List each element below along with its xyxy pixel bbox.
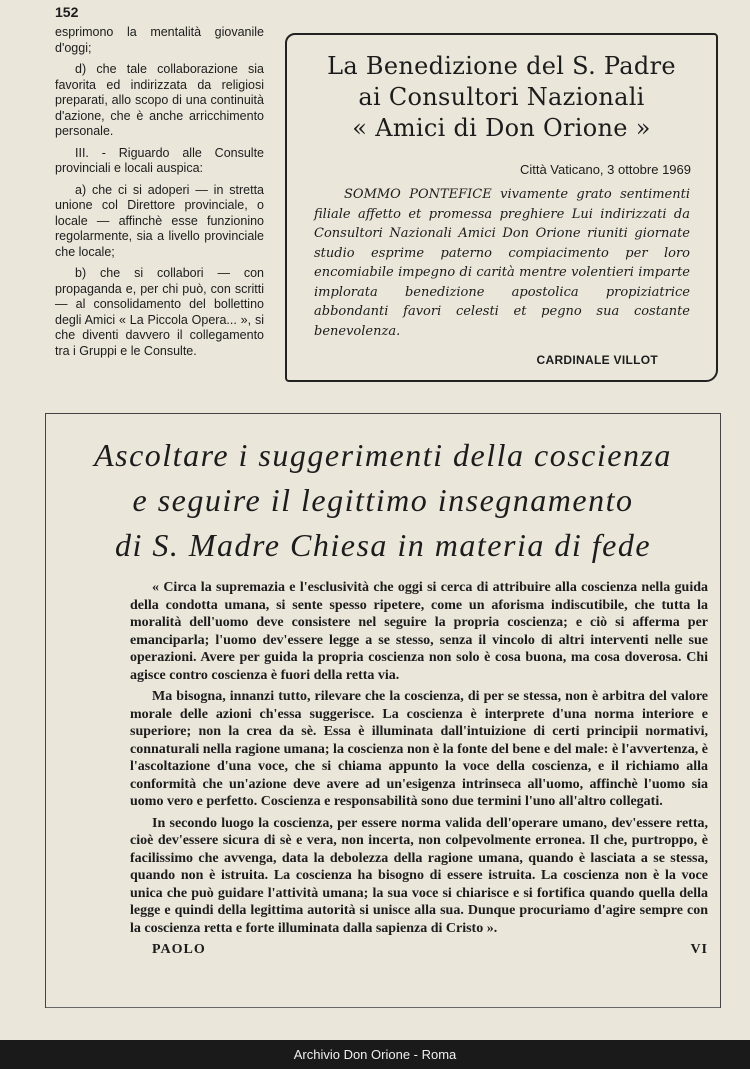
archive-footer: Archivio Don Orione - Roma — [0, 1040, 750, 1069]
article-title-line-2: e seguire il legittimo insegnamento — [132, 482, 634, 518]
article-paragraph-author-line — [130, 941, 708, 959]
left-paragraph-2: d) che tale collaborazione sia favorita ed indirizzata da religiosi preparati, allo scopo di una continuità d'azione, che è anche arricchimento personale. — [55, 62, 264, 138]
page-number: 152 — [55, 4, 79, 20]
article-paragraph-3: In secondo luogo la coscienza, per essere norma valida dell'operare umano, dev'essere retta, cioè dev'essere sicura di sè e vera, non incerta, non colpevolmente erronea. Il che, purtroppo, è facilissimo che avvenga, data la debolezza della ragione umana, quando è lasciata a se stessa, quando non è istruita. La coscienza ha bisogno di essere istruita. La coscienza non è la voce unica che può guidare l'attività umana; la sua voce si chiarisce e si fortifica quando quella della legge e quindi della legittima autorità si unisce alla sua. Dunque procuriamo d'agire sempre con la coscienza retta e forte illuminata dalla sapienza di Cristo ». — [130, 815, 708, 936]
signer: CARDINALE VILLOT — [536, 353, 658, 367]
article-title-line-1: Ascoltare i suggerimenti della coscienza — [94, 437, 672, 473]
article-paragraph-2: Ma bisogna, innanzi tutto, rilevare che la coscienza, di per se stessa, non è arbitra del valore morale delle azioni ch'essa suggerisce. La coscienza è interprete d'una norma interiore e superiore; non la crea da sè. Essa è illuminata dall'intuizione di certi principii normativi, connaturali nella ragione umana; la coscienza non è la fonte del bene e del male: è l'avvertenza, è l'ascoltazione d'una voce, che si chiama appunto la voce della coscienza, e il richiamo alla conformità che un'azione deve avere ad un'esigenza intrinseca all'uomo, affinchè l'uomo sia uomo vero e perfetto. Coscienza e responsabilità sono due termini l'uno all'altro collegati. — [130, 689, 708, 809]
article-paragraph-1: « Circa la supremazia e l'esclusività che oggi si cerca di attribuire alla coscienza nella guida della condotta umana, si sente spesso ripetere, come un aforisma indiscutibile, che tutta la moralità dell'uomo deve consistere nel seguire la propria coscienza; e ciò si afferma per emanciparla; l'uomo dev'essere legge a se stesso, senza il vincolo di altri interventi nelle sue operazioni. Avere per guida la propria coscienza non solo è cosa buona, ma cosa doverosa. Chi agisce contro coscienza è fuori della retta via. — [130, 580, 708, 683]
blessing-title-line-1: La Benedizione del S. Padre — [327, 52, 676, 80]
blessing-title-line-3: « Amici di Don Orione » — [352, 114, 651, 142]
left-paragraph-4: a) che ci si adoperi — in stretta unione col Direttore provinciale, o locale — affinchè esse funzionino regolarmente, sia a livello provinciale che locale; — [55, 182, 264, 259]
blessing-title — [287, 51, 716, 144]
blessing-box — [285, 33, 718, 382]
left-paragraph-3: III. - Riguardo alle Consulte provinciali e locali auspica: — [55, 145, 264, 175]
left-paragraph-1: esprimono la mentalità giovanile d'oggi; — [55, 25, 264, 55]
telegram-text: SOMMO PONTEFICE vivamente grato sentimenti filiale affetto et promessa preghiere Lui indirizzati da Consultori Nazionali Amici Don Orione riuniti giornate studio esprime paterno compiacimento per loro encomiabile impegno di carità mentre volentieri imparte implorata benedizione apostolica propiziatrice abbondanti favori celesti et pegno sua costante benevolenza. — [314, 187, 690, 339]
article-frame — [45, 413, 721, 1008]
blessing-title-line-2: ai Consultori Nazionali — [358, 83, 645, 111]
article-title — [46, 433, 720, 568]
left-paragraph-5: b) che si collabori — con propaganda e, per chi può, con scritti — al consolidamento del bollettino degli Amici « La Piccola Opera... », si che diventi davvero il collegamento tra i Gruppi e le Consulte. — [55, 266, 264, 358]
dateline: Città Vaticano, 3 ottobre 1969 — [519, 162, 691, 177]
article-body — [130, 579, 708, 963]
left-column-text — [55, 25, 264, 365]
article-title-line-3: di S. Madre Chiesa in materia di fede — [114, 527, 652, 563]
author-signature: PAOLO VI — [152, 942, 708, 957]
